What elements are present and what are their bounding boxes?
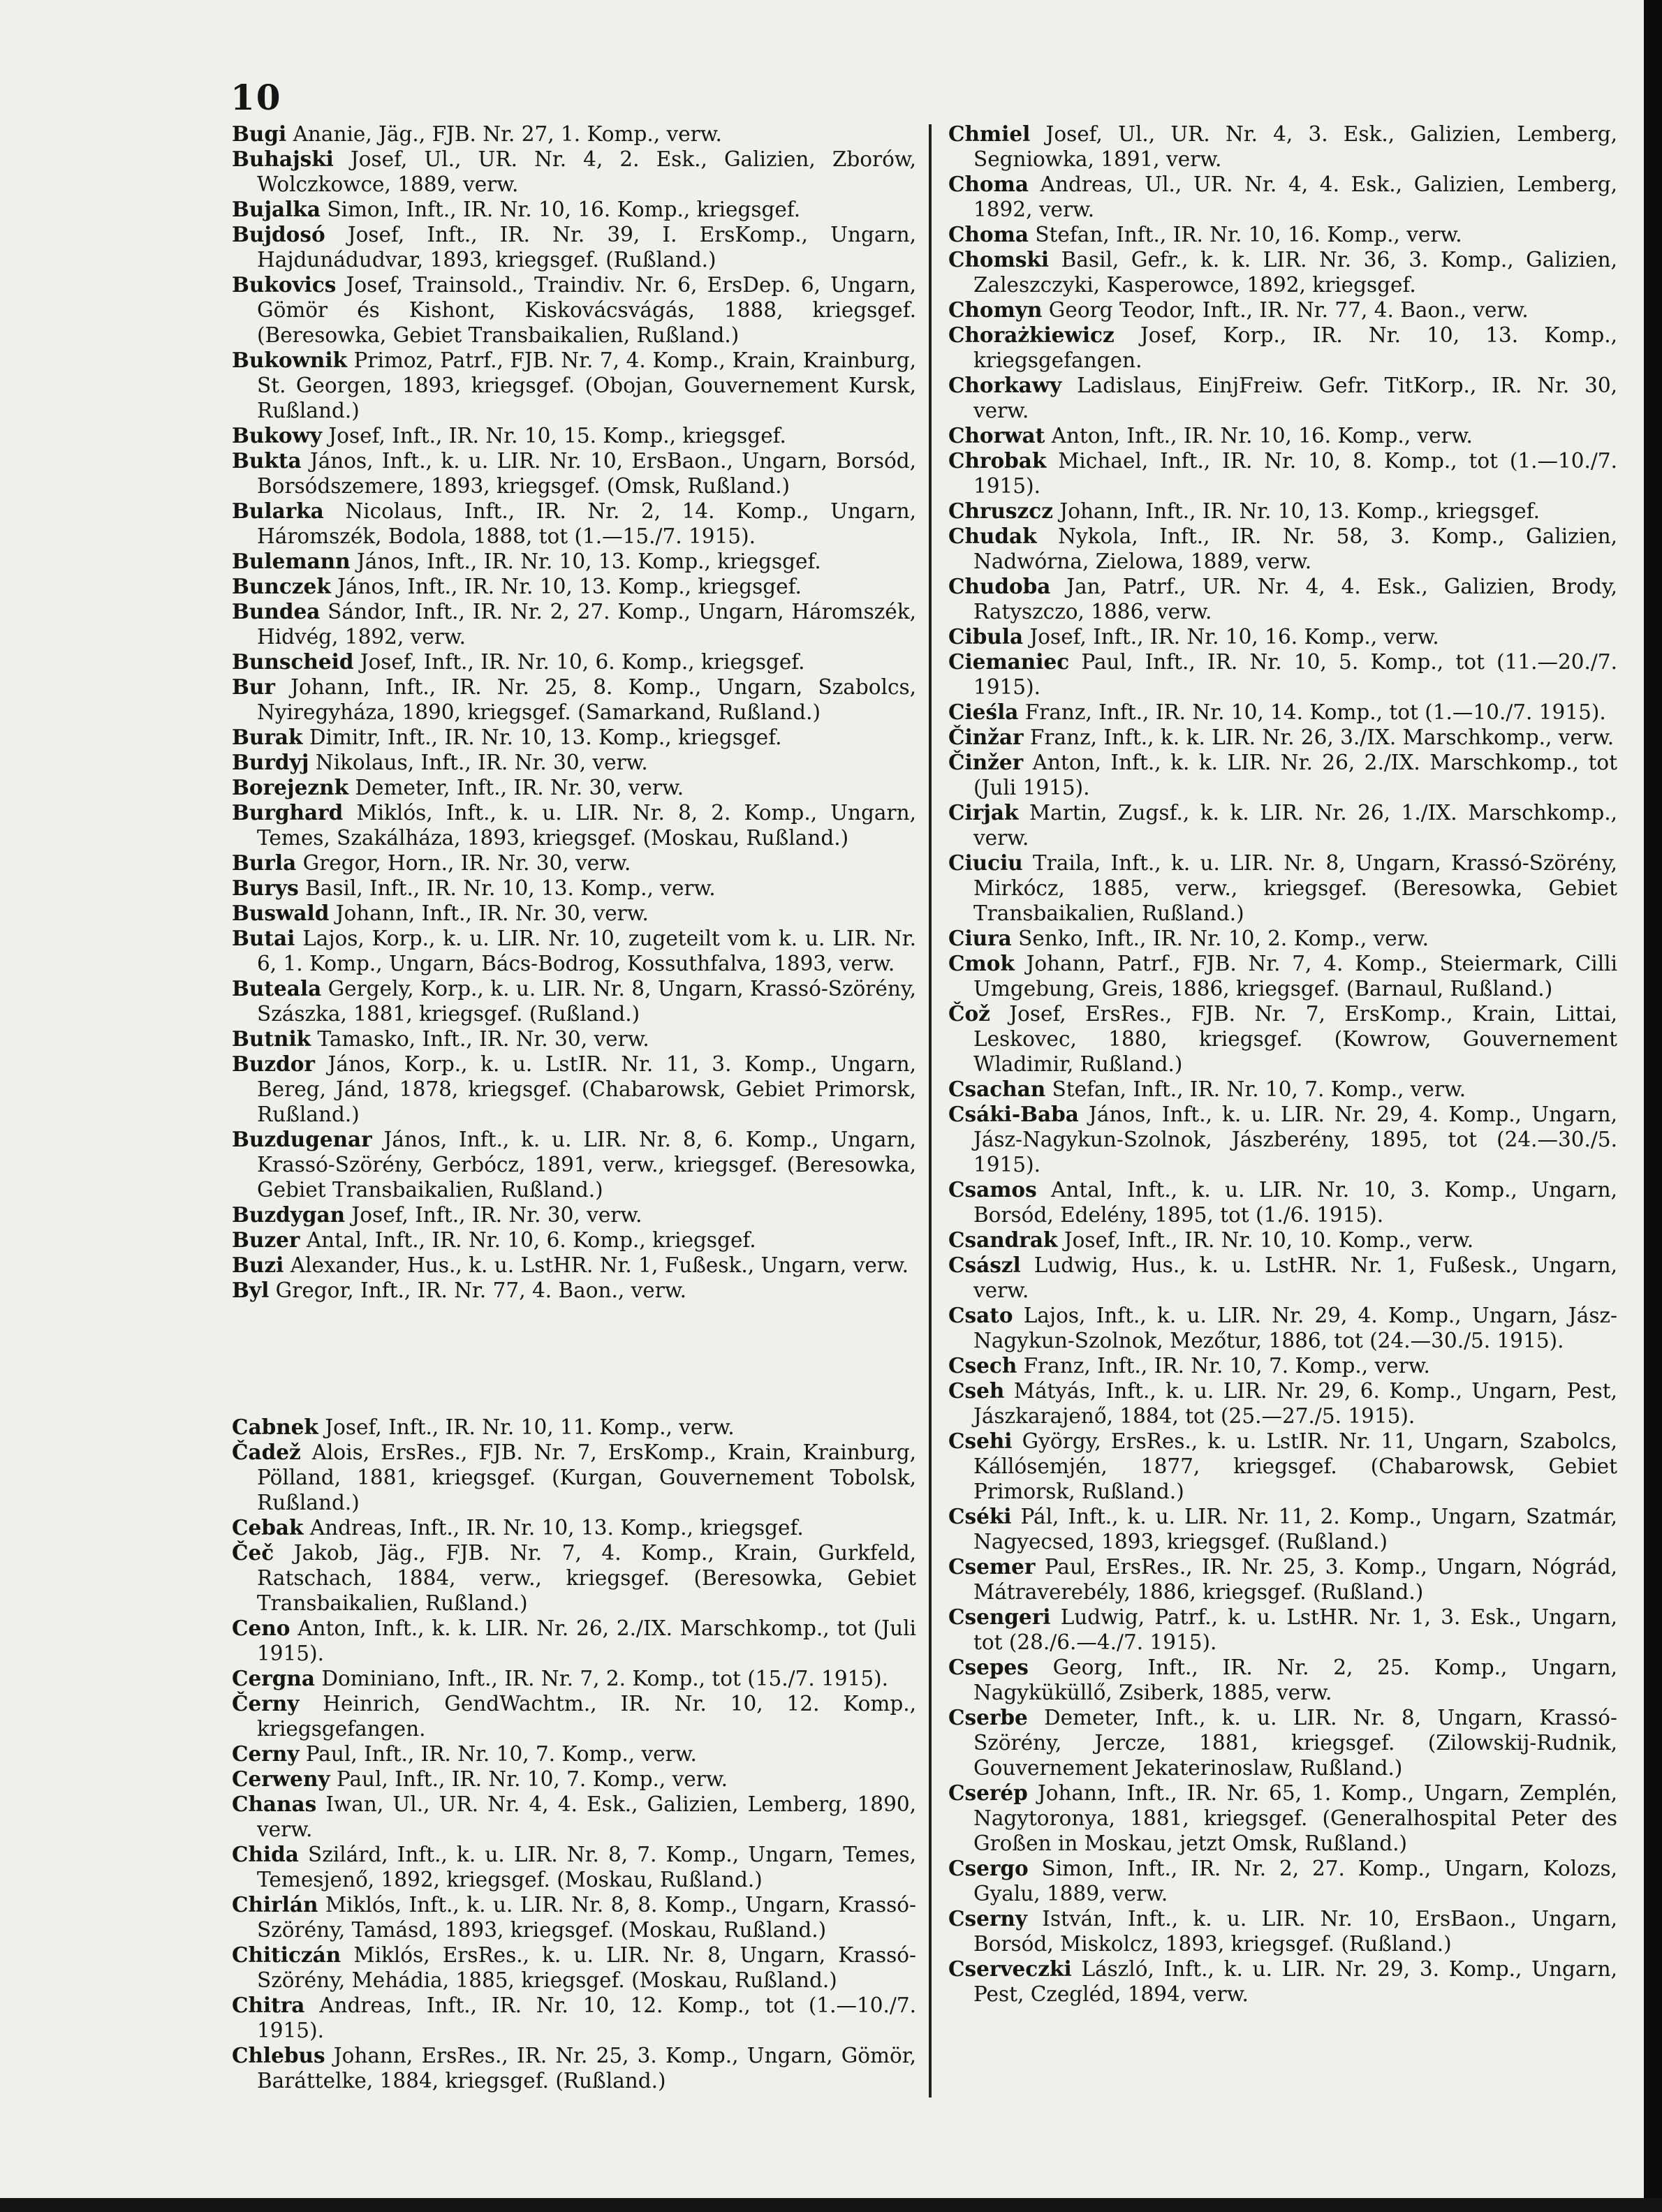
list-item bbox=[948, 1253, 1617, 1303]
entry-details: Gergely, Korp., k. u. LIR. Nr. 8, Ungarn, Krassó-Szörény, Szászka, 1881, kriegsgef. (Rußland.) bbox=[257, 977, 916, 1026]
entry-details: Paul, Inft., IR. Nr. 10, 7. Komp., verw. bbox=[330, 1767, 728, 1791]
list-item bbox=[948, 1504, 1617, 1554]
list-item bbox=[948, 1177, 1617, 1227]
surname: Bugi bbox=[232, 121, 287, 146]
list-item bbox=[948, 297, 1617, 323]
list-item bbox=[948, 850, 1617, 926]
surname: Bujalka bbox=[232, 197, 321, 221]
right-column bbox=[948, 121, 1617, 2007]
page-number: 10 bbox=[230, 77, 282, 118]
entry-details: Mátyás, Inft., k. u. LIR. Nr. 29, 6. Komp., Ungarn, Pest, Jászkarajenő, 1884, tot (25.—27./5. 1915). bbox=[973, 1379, 1617, 1428]
surname: Cserny bbox=[948, 1906, 1027, 1931]
entry-details: Michael, Inft., IR. Nr. 10, 8. Komp., tot (1.—10./7. 1915). bbox=[973, 449, 1617, 498]
surname: Ciemaniec bbox=[948, 649, 1070, 674]
entry-details: Josef, ErsRes., FJB. Nr. 7, ErsKomp., Krain, Littai, Leskovec, 1880, kriegsgef. (Kowrow, Gouvernement Wladimir, Rußland.) bbox=[973, 1002, 1617, 1076]
list-item bbox=[948, 1429, 1617, 1504]
surname: Burdyj bbox=[232, 750, 309, 774]
entry-details: Basil, Inft., IR. Nr. 10, 13. Komp., verw. bbox=[298, 876, 716, 900]
surname: Chitra bbox=[232, 1993, 305, 2017]
list-item bbox=[232, 1227, 916, 1253]
surname: Csehi bbox=[948, 1429, 1013, 1453]
entry-details: Dimitr, Inft., IR. Nr. 10, 13. Komp., kriegsgef. bbox=[302, 725, 782, 749]
surname: Cserbe bbox=[948, 1705, 1028, 1730]
surname: Bukta bbox=[232, 448, 302, 473]
surname: Burys bbox=[232, 876, 299, 900]
entry-details: Antal, Inft., k. u. LIR. Nr. 10, 3. Komp., Ungarn, Borsód, Edelény, 1895, tot (1./6. 1915). bbox=[973, 1178, 1617, 1227]
list-item bbox=[232, 1415, 916, 1440]
surname: Cergna bbox=[232, 1666, 315, 1690]
entry-details: Josef, Inft., IR. Nr. 10, 10. Komp., verw. bbox=[1057, 1228, 1474, 1252]
entry-details: Szilárd, Inft., k. u. LIR. Nr. 8, 7. Komp., Ungarn, Temes, Temesjenő, 1892, kriegsgef. (Moskau, Rußland.) bbox=[257, 1843, 916, 1892]
entry-details: Traila, Inft., k. u. LIR. Nr. 8, Ungarn, Krassó-Szörény, Mirkócz, 1885, verw., kriegsgef. (Beresowka, Gebiet Transbaikalien, Rußland.) bbox=[973, 851, 1617, 925]
list-item bbox=[948, 222, 1617, 247]
list-item bbox=[232, 750, 916, 775]
surname: Csengeri bbox=[948, 1605, 1051, 1629]
entry-details: Jan, Patrf., UR. Nr. 4, 4. Esk., Galizien, Brody, Ratyszczo, 1886, verw. bbox=[973, 575, 1617, 624]
surname: Burak bbox=[232, 725, 303, 749]
surname: Bukownik bbox=[232, 348, 347, 372]
entry-details: János, Korp., k. u. LstIR. Nr. 11, 3. Komp., Ungarn, Bereg, Jánd, 1878, kriegsgef. (Chabarowsk, Gebiet Primorsk, Rußland.) bbox=[257, 1052, 916, 1126]
list-item bbox=[232, 876, 916, 901]
surname: Cserveczki bbox=[948, 1956, 1072, 1981]
entry-details: Simon, Inft., IR. Nr. 2, 27. Komp., Ungarn, Kolozs, Gyalu, 1889, verw. bbox=[973, 1857, 1617, 1905]
entry-details: Josef, Inft., IR. Nr. 30, verw. bbox=[345, 1203, 642, 1227]
list-item bbox=[232, 599, 916, 649]
surname: Cerweny bbox=[232, 1767, 330, 1791]
list-item bbox=[232, 1052, 916, 1127]
list-item bbox=[948, 1655, 1617, 1705]
surname: Čadež bbox=[232, 1440, 301, 1464]
surname: Császl bbox=[948, 1253, 1021, 1277]
entry-details: Paul, ErsRes., IR. Nr. 25, 3. Komp., Ungarn, Nógrád, Mátraverebély, 1886, kriegsgef. (Rußland.) bbox=[973, 1555, 1617, 1604]
surname: Csachan bbox=[948, 1077, 1046, 1101]
surname: Bunczek bbox=[232, 574, 331, 598]
entry-details: János, Inft., k. u. LIR. Nr. 10, ErsBaon., Ungarn, Borsód, Borsódszemere, 1893, kriegsgef. (Omsk, Rußland.) bbox=[257, 449, 916, 498]
surname: Chirlán bbox=[232, 1892, 318, 1917]
list-item bbox=[232, 1767, 916, 1792]
entry-details: Nikolaus, Inft., IR. Nr. 30, verw. bbox=[309, 751, 648, 774]
entry-details: Demeter, Inft., IR. Nr. 30, verw. bbox=[348, 776, 684, 799]
list-item bbox=[948, 1956, 1617, 2007]
list-item bbox=[232, 121, 916, 147]
list-item bbox=[232, 775, 916, 800]
surname: Butnik bbox=[232, 1026, 311, 1051]
surname: Byl bbox=[232, 1278, 270, 1302]
entry-details: János, Inft., IR. Nr. 10, 13. Komp., kriegsgef. bbox=[330, 575, 802, 598]
entry-details: Georg, Inft., IR. Nr. 2, 25. Komp., Ungarn, Nagyküküllő, Zsiberk, 1885, verw. bbox=[973, 1656, 1617, 1704]
entry-details: János, Inft., k. u. LIR. Nr. 29, 4. Komp., Ungarn, Jász-Nagykun-Szolnok, Jászberény, 1895, tot (24.—30./5. 1915). bbox=[973, 1103, 1617, 1177]
entry-details: Josef, Inft., IR. Nr. 39, I. ErsKomp., Ungarn, Hajdunádudvar, 1893, kriegsgef. (Rußland.) bbox=[257, 223, 916, 272]
entry-details: Basil, Gefr., k. k. LIR. Nr. 36, 3. Komp., Galizien, Zaleszczyki, Kasperowce, 1892, kriegsgef. bbox=[973, 248, 1617, 297]
entry-details: Paul, Inft., IR. Nr. 10, 7. Komp., verw. bbox=[299, 1742, 697, 1766]
surname: Choma bbox=[948, 222, 1029, 246]
list-item bbox=[948, 1780, 1617, 1856]
entry-details: László, Inft., k. u. LIR. Nr. 29, 3. Komp., Ungarn, Pest, Czegléd, 1894, verw. bbox=[973, 1957, 1617, 2006]
list-item bbox=[232, 674, 916, 725]
list-item bbox=[232, 1993, 916, 2043]
left-column bbox=[232, 121, 916, 2093]
entry-details: Miklós, Inft., k. u. LIR. Nr. 8, 2. Komp., Ungarn, Temes, Szakálháza, 1893, kriegsgef. (Moskau, Rußland.) bbox=[257, 801, 916, 850]
surname: Bukowy bbox=[232, 423, 323, 448]
entry-details: Josef, Inft., IR. Nr. 10, 6. Komp., kriegsgef. bbox=[353, 650, 805, 674]
list-item bbox=[948, 1353, 1617, 1378]
surname: Čož bbox=[948, 1001, 990, 1026]
surname: Borejeznk bbox=[232, 775, 349, 799]
surname: Chudoba bbox=[948, 574, 1051, 598]
list-item bbox=[948, 951, 1617, 1001]
surname: Buzdugenar bbox=[232, 1127, 372, 1151]
list-item bbox=[232, 147, 916, 197]
list-item bbox=[948, 172, 1617, 222]
entry-details: János, Inft., IR. Nr. 10, 13. Komp., kriegsgef. bbox=[350, 550, 821, 573]
list-item bbox=[232, 448, 916, 499]
list-item bbox=[948, 1303, 1617, 1353]
surname: Bularka bbox=[232, 499, 324, 523]
list-item bbox=[948, 1856, 1617, 1906]
list-item bbox=[948, 323, 1617, 373]
list-item bbox=[948, 121, 1617, 172]
entry-details: Lajos, Inft., k. u. LIR. Nr. 29, 4. Komp., Ungarn, Jász-Nagykun-Szolnok, Mezőtur, 1886, tot (24.—30./5. 1915). bbox=[973, 1304, 1617, 1352]
surname: Buteala bbox=[232, 976, 322, 1001]
surname: Chudak bbox=[948, 524, 1037, 548]
list-item bbox=[232, 725, 916, 750]
surname: Csamos bbox=[948, 1177, 1037, 1202]
entry-details: Johann, Inft., IR. Nr. 30, verw. bbox=[329, 901, 649, 925]
entry-details: Antal, Inft., IR. Nr. 10, 6. Komp., kriegsgef. bbox=[300, 1228, 756, 1252]
surname: Csech bbox=[948, 1353, 1017, 1378]
entry-details: Anton, Inft., k. k. LIR. Nr. 26, 2./IX. Marschkomp., tot (Juli 1915). bbox=[257, 1616, 916, 1665]
surname: Csemer bbox=[948, 1554, 1036, 1579]
entry-details: Josef, Ul., UR. Nr. 4, 2. Esk., Galizien, Zborów, Wolczkowce, 1889, verw. bbox=[257, 147, 916, 196]
list-item bbox=[948, 649, 1617, 700]
entry-details: Johann, Patrf., FJB. Nr. 7, 4. Komp., Steiermark, Cilli Umgebung, Greis, 1886, kriegsgef. (Barnaul, Rußland.) bbox=[973, 952, 1617, 1001]
surname: Burghard bbox=[232, 800, 344, 825]
surname: Cserép bbox=[948, 1780, 1028, 1805]
list-item bbox=[232, 1026, 916, 1052]
surname: Csáki-Baba bbox=[948, 1102, 1079, 1126]
list-item bbox=[948, 1001, 1617, 1077]
surname: Buzer bbox=[232, 1227, 300, 1252]
surname: Cirjak bbox=[948, 800, 1019, 825]
list-item bbox=[232, 348, 916, 423]
surname: Chlebus bbox=[232, 2043, 325, 2067]
list-item bbox=[232, 1666, 916, 1691]
list-item bbox=[232, 1278, 916, 1303]
surname: Činžer bbox=[948, 750, 1024, 774]
list-item bbox=[948, 926, 1617, 951]
surname: Butai bbox=[232, 926, 295, 950]
surname: Bukovics bbox=[232, 272, 337, 297]
surname: Černy bbox=[232, 1691, 300, 1716]
surname: Buswald bbox=[232, 901, 330, 925]
surname: Buzdor bbox=[232, 1052, 315, 1076]
entry-details: Pál, Inft., k. u. LIR. Nr. 11, 2. Komp., Ungarn, Szatmár, Nagyecsed, 1893, kriegsgef. (Rußland.) bbox=[973, 1505, 1617, 1554]
surname: Csepes bbox=[948, 1655, 1029, 1679]
entry-details: Josef, Inft., IR. Nr. 10, 16. Komp., verw. bbox=[1023, 625, 1439, 649]
surname: Cséki bbox=[948, 1504, 1012, 1528]
list-item bbox=[948, 725, 1617, 750]
list-item bbox=[232, 1616, 916, 1666]
entry-details: Johann, ErsRes., IR. Nr. 25, 3. Komp., Ungarn, Gömör, Baráttelke, 1884, kriegsgef. (Rußland.) bbox=[257, 2044, 916, 2093]
surname: Chiticzán bbox=[232, 1942, 341, 1967]
entry-list-right bbox=[948, 121, 1617, 2007]
list-item bbox=[232, 1440, 916, 1515]
entry-details: Nykola, Inft., IR. Nr. 58, 3. Komp., Galizien, Nadwórna, Zielowa, 1889, verw. bbox=[973, 524, 1617, 573]
entry-details: Josef, Inft., IR. Nr. 10, 11. Komp., verw. bbox=[318, 1415, 735, 1439]
entry-details: Sándor, Inft., IR. Nr. 2, 27. Komp., Ungarn, Háromszék, Hidvég, 1892, verw. bbox=[257, 600, 916, 649]
list-item bbox=[232, 499, 916, 549]
list-item bbox=[232, 1842, 916, 1892]
list-item bbox=[948, 1077, 1617, 1102]
list-item bbox=[948, 750, 1617, 800]
list-item bbox=[948, 1605, 1617, 1655]
surname: Chruszcz bbox=[948, 499, 1053, 523]
entry-details: Stefan, Inft., IR. Nr. 10, 16. Komp., verw. bbox=[1028, 223, 1462, 246]
list-item bbox=[948, 1705, 1617, 1780]
entry-details: Georg Teodor, Inft., IR. Nr. 77, 4. Baon., verw. bbox=[1042, 298, 1529, 322]
list-item bbox=[232, 1202, 916, 1227]
list-item bbox=[948, 524, 1617, 574]
section-gap bbox=[232, 1303, 916, 1415]
surname: Burla bbox=[232, 850, 297, 875]
entry-details: Franz, Inft., k. k. LIR. Nr. 26, 3./IX. Marschkomp., verw. bbox=[1023, 725, 1615, 749]
surname: Cabnek bbox=[232, 1415, 318, 1439]
entry-details: Iwan, Ul., UR. Nr. 4, 4. Esk., Galizien, Lemberg, 1890, verw. bbox=[257, 1792, 916, 1841]
entry-details: Andreas, Inft., IR. Nr. 10, 12. Komp., tot (1.—10./7. 1915). bbox=[257, 1993, 916, 2042]
surname: Csergo bbox=[948, 1856, 1029, 1880]
surname: Bunscheid bbox=[232, 649, 354, 674]
entry-details: István, Inft., k. u. LIR. Nr. 10, ErsBaon., Ungarn, Borsód, Miskolcz, 1893, kriegsgef. (Rußland.) bbox=[973, 1907, 1617, 1956]
list-item bbox=[232, 1892, 916, 1942]
list-item bbox=[232, 1540, 916, 1616]
entry-details: Miklós, Inft., k. u. LIR. Nr. 8, 8. Komp., Ungarn, Krassó-Szörény, Tamásd, 1893, kriegsgef. (Moskau, Rußland.) bbox=[257, 1893, 916, 1942]
entry-details: Anton, Inft., k. k. LIR. Nr. 26, 2./IX. Marschkomp., tot (Juli 1915). bbox=[973, 751, 1617, 799]
surname: Chmiel bbox=[948, 121, 1031, 146]
list-item bbox=[232, 800, 916, 850]
surname: Chomski bbox=[948, 247, 1050, 272]
entry-details: Miklós, ErsRes., k. u. LIR. Nr. 8, Ungarn, Krassó-Szörény, Mehádia, 1885, kriegsgef. (Moskau, Rußland.) bbox=[257, 1943, 916, 1992]
entry-details: János, Inft., k. u. LIR. Nr. 8, 6. Komp., Ungarn, Krassó-Szörény, Gerbócz, 1891, verw., kriegsgef. (Beresowka, Gebiet Transbaikalien, Rußland.) bbox=[257, 1128, 916, 1202]
entry-details: Andreas, Inft., IR. Nr. 10, 13. Komp., kriegsgef. bbox=[303, 1516, 804, 1540]
surname: Chrobak bbox=[948, 448, 1047, 473]
surname: Chorażkiewicz bbox=[948, 323, 1115, 347]
list-item bbox=[232, 549, 916, 574]
entry-details: Senko, Inft., IR. Nr. 10, 2. Komp., verw. bbox=[1011, 927, 1429, 950]
list-item bbox=[948, 1554, 1617, 1605]
surname: Bujdosó bbox=[232, 222, 325, 246]
entry-details: Heinrich, GendWachtm., IR. Nr. 10, 12. Komp., kriegsgefangen. bbox=[257, 1692, 916, 1741]
entry-details: Paul, Inft., IR. Nr. 10, 5. Komp., tot (11.—20./7. 1915). bbox=[973, 650, 1617, 699]
entry-list-b bbox=[232, 121, 916, 1303]
surname: Bur bbox=[232, 674, 275, 699]
list-item bbox=[232, 1792, 916, 1842]
list-item bbox=[948, 1227, 1617, 1253]
list-item bbox=[948, 1102, 1617, 1177]
list-item bbox=[232, 926, 916, 976]
entry-details: Anton, Inft., IR. Nr. 10, 16. Komp., verw. bbox=[1045, 424, 1473, 448]
entry-details: Josef, Korp., IR. Nr. 10, 13. Komp., kriegsgefangen. bbox=[973, 323, 1617, 372]
surname: Csato bbox=[948, 1303, 1013, 1327]
list-item bbox=[948, 574, 1617, 624]
list-item bbox=[232, 976, 916, 1026]
list-item bbox=[948, 624, 1617, 649]
entry-details: Gregor, Inft., IR. Nr. 77, 4. Baon., verw. bbox=[269, 1278, 686, 1302]
entry-details: Martin, Zugsf., k. k. LIR. Nr. 26, 1./IX. Marschkomp., verw. bbox=[973, 801, 1617, 850]
surname: Ceno bbox=[232, 1616, 291, 1640]
entry-details: Gregor, Horn., IR. Nr. 30, verw. bbox=[296, 851, 631, 875]
list-item bbox=[948, 448, 1617, 499]
surname: Bundea bbox=[232, 599, 321, 624]
surname: Chanas bbox=[232, 1792, 317, 1816]
surname: Buhajski bbox=[232, 147, 334, 171]
entry-details: Josef, Inft., IR. Nr. 10, 15. Komp., kriegsgef. bbox=[322, 424, 786, 448]
surname: Ciura bbox=[948, 926, 1012, 950]
list-item bbox=[232, 222, 916, 272]
surname: Csandrak bbox=[948, 1227, 1058, 1252]
surname: Cibula bbox=[948, 624, 1024, 649]
entry-details: Alexander, Hus., k. u. LstHR. Nr. 1, Fußesk., Ungarn, verw. bbox=[284, 1253, 909, 1277]
list-item bbox=[232, 1691, 916, 1741]
surname: Chorwat bbox=[948, 423, 1045, 448]
entry-details: Jakob, Jäg., FJB. Nr. 7, 4. Komp., Krain, Gurkfeld, Ratschach, 1884, verw., kriegsgef. (Beresowka, Gebiet Transbaikalien, Rußland.) bbox=[257, 1541, 916, 1615]
list-item bbox=[232, 1253, 916, 1278]
surname: Cebak bbox=[232, 1515, 304, 1540]
list-item bbox=[232, 272, 916, 348]
list-item bbox=[948, 499, 1617, 524]
entry-details: Johann, Inft., IR. Nr. 65, 1. Komp., Ungarn, Zemplén, Nagytoronya, 1881, kriegsgef. (Generalhospital Peter des Großen in Moskau, jetzt Omsk, Rußland.) bbox=[973, 1781, 1617, 1855]
surname: Čeč bbox=[232, 1540, 274, 1565]
entry-details: Ludwig, Hus., k. u. LstHR. Nr. 1, Fußesk., Ungarn, verw. bbox=[973, 1253, 1617, 1302]
entry-details: Lajos, Korp., k. u. LIR. Nr. 10, zugeteilt vom k. u. LIR. Nr. 6, 1. Komp., Ungarn, Bács-Bodrog, Kossuthfalva, 1893, verw. bbox=[257, 927, 916, 975]
surname: Chida bbox=[232, 1842, 299, 1866]
entry-details: Alois, ErsRes., FJB. Nr. 7, ErsKomp., Krain, Krainburg, Pölland, 1881, kriegsgef. (Kurgan, Gouvernement Tobolsk, Rußland.) bbox=[257, 1440, 916, 1514]
entry-details: Ananie, Jäg., FJB. Nr. 27, 1. Komp., verw. bbox=[286, 122, 722, 146]
scan-edge-right bbox=[1644, 0, 1662, 2212]
entry-details: Dominiano, Inft., IR. Nr. 7, 2. Komp., tot (15./7. 1915). bbox=[314, 1667, 889, 1690]
entry-details: Josef, Ul., UR. Nr. 4, 3. Esk., Galizien, Lemberg, Segniowka, 1891, verw. bbox=[973, 122, 1617, 171]
list-item bbox=[232, 1741, 916, 1767]
list-item bbox=[948, 373, 1617, 423]
surname: Cseh bbox=[948, 1378, 1005, 1403]
list-item bbox=[232, 1515, 916, 1540]
surname: Cerny bbox=[232, 1741, 300, 1766]
list-item bbox=[232, 574, 916, 599]
entry-details: Franz, Inft., IR. Nr. 10, 14. Komp., tot (1.—10./7. 1915). bbox=[1018, 700, 1606, 724]
entry-details: Ludwig, Patrf., k. u. LstHR. Nr. 1, 3. Esk., Ungarn, tot (28./6.—4./7. 1915). bbox=[973, 1605, 1617, 1654]
entry-details: Franz, Inft., IR. Nr. 10, 7. Komp., verw. bbox=[1017, 1354, 1430, 1378]
surname: Buzdygan bbox=[232, 1202, 346, 1227]
list-item bbox=[232, 2043, 916, 2093]
list-item bbox=[232, 1127, 916, 1202]
list-item bbox=[948, 1378, 1617, 1429]
scan-edge-bottom bbox=[0, 2198, 1662, 2212]
surname: Buzi bbox=[232, 1253, 284, 1277]
list-item bbox=[948, 700, 1617, 725]
surname: Činžar bbox=[948, 725, 1024, 749]
list-item bbox=[232, 649, 916, 674]
list-item bbox=[232, 901, 916, 926]
entry-details: György, ErsRes., k. u. LstIR. Nr. 11, Ungarn, Szabolcs, Kállósemjén, 1877, kriegsgef. (Chabarowsk, Gebiet Primorsk, Rußland.) bbox=[973, 1429, 1617, 1503]
entry-details: Demeter, Inft., k. u. LIR. Nr. 8, Ungarn, Krassó-Szörény, Jercze, 1881, kriegsgef. (Zilowskij-Rudnik, Gouvernement Jekaterinoslaw, Rußland.) bbox=[973, 1706, 1617, 1780]
list-item bbox=[948, 423, 1617, 448]
entry-details: Ladislaus, EinjFreiw. Gefr. TitKorp., IR. Nr. 30, verw. bbox=[973, 374, 1617, 422]
entry-details: Tamasko, Inft., IR. Nr. 30, verw. bbox=[311, 1027, 649, 1051]
surname: Chorkawy bbox=[948, 373, 1062, 397]
surname: Bulemann bbox=[232, 549, 351, 573]
entry-details: Nicolaus, Inft., IR. Nr. 2, 14. Komp., Ungarn, Háromszék, Bodola, 1888, tot (1.—15./7. 1915). bbox=[257, 499, 916, 548]
list-item bbox=[232, 1942, 916, 1993]
entry-details: Johann, Inft., IR. Nr. 25, 8. Komp., Ungarn, Szabolcs, Nyiregyháza, 1890, kriegsgef. (Samarkand, Rußland.) bbox=[257, 675, 916, 724]
entry-details: Andreas, Ul., UR. Nr. 4, 4. Esk., Galizien, Lemberg, 1892, verw. bbox=[973, 172, 1617, 221]
column-divider bbox=[929, 124, 932, 2097]
list-item bbox=[232, 850, 916, 876]
surname: Choma bbox=[948, 172, 1029, 196]
surname: Ciuciu bbox=[948, 850, 1023, 875]
list-item bbox=[232, 197, 916, 222]
surname: Cmok bbox=[948, 951, 1015, 975]
entry-list-c bbox=[232, 1415, 916, 2093]
list-item bbox=[948, 247, 1617, 297]
surname: Cieśla bbox=[948, 700, 1019, 724]
entry-details: Stefan, Inft., IR. Nr. 10, 7. Komp., verw. bbox=[1045, 1077, 1466, 1101]
entry-details: Josef, Trainsold., Traindiv. Nr. 6, ErsDep. 6, Ungarn, Gömör és Kishont, Kiskovácsvágás, 1888, kriegsgef. (Beresowka, Gebiet Transbaikalien, Rußland.) bbox=[257, 273, 916, 347]
list-item bbox=[232, 423, 916, 448]
entry-details: Simon, Inft., IR. Nr. 10, 16. Komp., kriegsgef. bbox=[320, 198, 801, 221]
entry-details: Johann, Inft., IR. Nr. 10, 13. Komp., kriegsgef. bbox=[1053, 499, 1540, 523]
list-item bbox=[948, 1906, 1617, 1956]
surname: Chomyn bbox=[948, 297, 1043, 322]
entry-details: Primoz, Patrf., FJB. Nr. 7, 4. Komp., Krain, Krainburg, St. Georgen, 1893, kriegsgef. (Obojan, Gouvernement Kursk, Rußland.) bbox=[257, 348, 916, 422]
list-item bbox=[948, 800, 1617, 850]
